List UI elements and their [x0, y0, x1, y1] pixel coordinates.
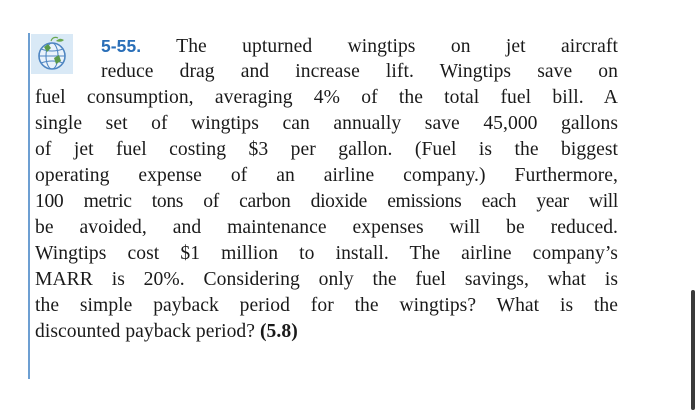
- problem-line-10: MARR is 20%. Considering only the fuel savings, what is: [35, 269, 618, 290]
- problem-line-1: 5-55. The upturned wingtips on jet aircraft: [101, 36, 618, 57]
- globe-icon: [31, 34, 73, 74]
- problem-number: 5-55.: [101, 36, 142, 56]
- scrollbar-thumb[interactable]: [691, 290, 695, 410]
- problem-line-11: the simple payback period for the wingtips? What is the: [35, 295, 618, 316]
- problem-line-9: Wingtips cost $1 million to install. The airline company’s: [35, 243, 618, 264]
- problem-line-7: 100 metric tons of carbon dioxide emissions each year will: [35, 191, 618, 212]
- problem-line-4: single set of wingtips can annually save 45,000 gallons: [35, 113, 618, 134]
- problem-line-12: discounted payback period? (5.8): [35, 321, 298, 342]
- problem-line-8: be avoided, and maintenance expenses will be reduced.: [35, 217, 618, 238]
- section-reference: (5.8): [259, 321, 298, 342]
- problem-line-3: fuel consumption, averaging 4% of the total fuel bill. A: [35, 87, 618, 108]
- problem-left-rule: [28, 33, 30, 379]
- problem-line-2: reduce drag and increase lift. Wingtips save on: [101, 61, 618, 82]
- problem-line-5: of jet fuel costing $3 per gallon. (Fuel is the biggest: [35, 139, 618, 160]
- problem-line-6: operating expense of an airline company.) Furthermore,: [35, 165, 618, 186]
- problem-5-55: [28, 33, 624, 379]
